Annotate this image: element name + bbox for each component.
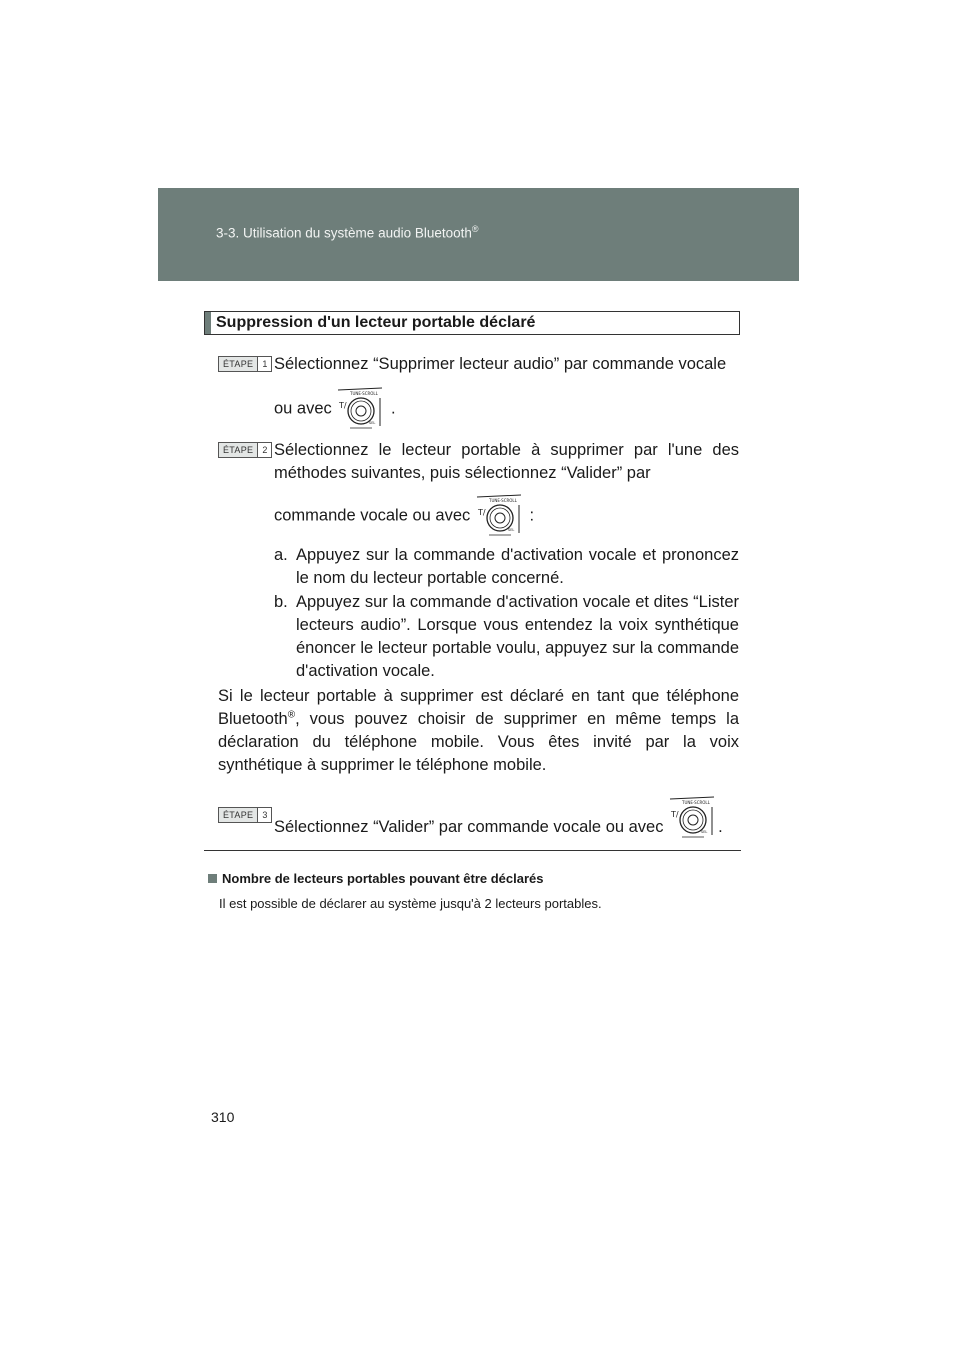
option-b: b. Appuyez sur la commande d'activation vocale et dites “Lister lecteurs audio”. Lorsque vous entendez la voix synthétique énoncer le lecteur portable voulu, appuyez sur la commande d'activation vocale. <box>274 593 739 680</box>
chapter-title: 3-3. Utilisation du système audio Bluetooth® <box>216 224 479 241</box>
note-text: Il est possible de déclarer au système jusqu'à 2 lecteurs portables. <box>219 896 602 911</box>
tune-scroll-knob-icon <box>475 493 525 539</box>
option-a: a. Appuyez sur la commande d'activation vocale et prononcez le nom du lecteur portable concerné. <box>274 546 739 587</box>
step-3-text: Sélectionnez “Valider” par commande vocale ou avec TUNE·SCROLL T/ SEL . <box>274 795 739 841</box>
bluetooth-paragraph: Si le lecteur portable à supprimer est déclaré en tant que téléphone Bluetooth®, vous pouvez choisir de supprimer en même temps la déclaration du téléphone mobile. Vous êtes invité par la voix synthétique à supprimer le téléphone mobile. <box>218 687 739 774</box>
step-badge: ÉTAPE 2 <box>218 442 272 458</box>
step-3 <box>218 795 739 841</box>
step-badge: ÉTAPE 3 <box>218 807 272 823</box>
step-badge: ÉTAPE 1 <box>218 356 272 372</box>
svg-text:SEL: SEL <box>507 528 515 532</box>
svg-text:T/: T/ <box>477 508 486 517</box>
svg-text:T/: T/ <box>671 810 679 819</box>
svg-text:TUNE·SCROLL: TUNE·SCROLL <box>488 498 517 503</box>
step-1 <box>218 353 739 432</box>
tune-scroll-knob-icon <box>336 386 386 432</box>
tune-scroll-knob-icon <box>668 795 718 841</box>
square-bullet-icon <box>208 874 217 883</box>
svg-text:TUNE·SCROLL: TUNE·SCROLL <box>350 391 379 396</box>
note-title: Nombre de lecteurs portables pouvant être déclarés <box>208 871 544 886</box>
svg-text:SEL: SEL <box>369 421 376 425</box>
page-number: 310 <box>211 1109 235 1125</box>
svg-text:SEL: SEL <box>701 830 708 834</box>
section-divider <box>204 850 741 851</box>
section-title-box <box>204 311 740 335</box>
chapter-header <box>158 188 799 281</box>
step-2 <box>218 439 739 539</box>
svg-text:TUNE·SCROLL: TUNE·SCROLL <box>682 800 710 805</box>
step-2-text: Sélectionnez le lecteur portable à supprimer par l'une des méthodes suivantes, puis sélectionnez “Valider” par commande vocale ou avec TUNE·SCROLL T/ SEL : <box>274 439 739 539</box>
svg-text:T/: T/ <box>339 401 347 410</box>
step-1-text: Sélectionnez “Supprimer lecteur audio” par commande vocale ou avec TUNE·SCROLL T/ SEL . <box>274 353 739 432</box>
section-title: Suppression d'un lecteur portable déclaré <box>216 314 536 331</box>
